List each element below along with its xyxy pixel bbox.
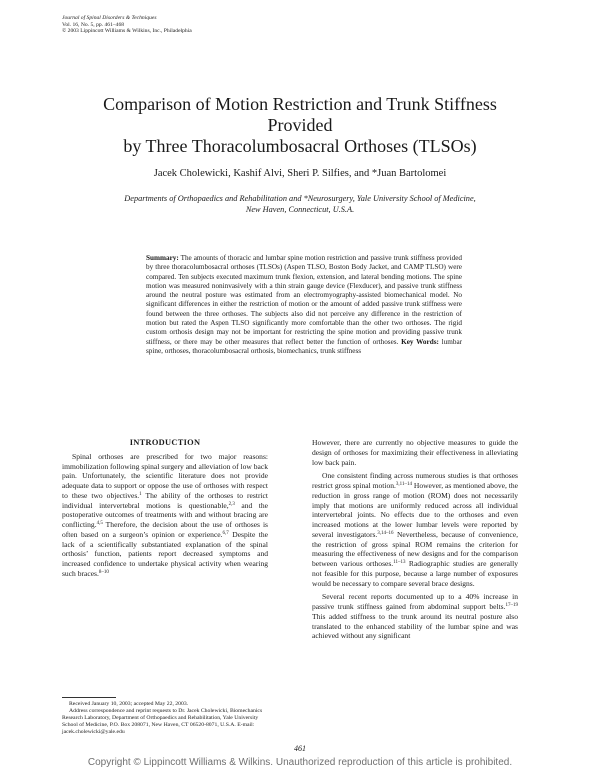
- footnote-received: Received January 10, 2003; accepted May 22, 2003.: [69, 701, 189, 707]
- journal-volume: Vol. 16, No. 5, pp. 461–468: [62, 21, 125, 28]
- left-column: [62, 438, 268, 579]
- affiliation-line-2: New Haven, Connecticut, U.S.A.: [245, 205, 355, 214]
- intro-paragraph-1-continued: However, there are currently no objective measures to guide the design of orthoses for maximizing their effectiveness in alleviating low back pain.: [312, 438, 518, 467]
- section-heading-introduction: INTRODUCTION: [129, 438, 201, 447]
- right-column: [312, 438, 518, 641]
- citation[interactable]: 3,14–16: [377, 530, 394, 536]
- journal-name: Journal of Spinal Disorders & Techniques: [62, 15, 157, 21]
- footnote-divider: [62, 697, 116, 698]
- journal-header: [62, 15, 322, 35]
- page-number: 461: [294, 744, 306, 753]
- citation[interactable]: 11–13: [393, 560, 406, 565]
- article-title: [70, 94, 530, 157]
- title-line-2: by Three Thoracolumbosacral Orthoses (TLSOs): [123, 136, 477, 156]
- keywords-label: Key Words:: [401, 337, 439, 346]
- author-list: Jacek Cholewicki, Kashif Alvi, Sheri P. Silfies, and *Juan Bartolomei: [153, 168, 447, 179]
- abstract: [146, 254, 462, 356]
- intro-paragraph-1: Spinal orthoses are prescribed for two major reasons: immobilization following spinal surgery and alleviation of low back pain. Unfortunately, the scientific literature does not provide adequate data to support or oppose the use of orthoses with respect to these two objectives.$^1$ The ability of the orthoses to restrict individual intervertebral motions is questionable,$^{2,3}$ and the postoperative outcomes of treatments with and without bracing are conflicting.$^{4,5}$ Therefore, the decision about the use of orthoses is often based on a surgeon’s opinion or experience.$^{6,7}$ Despite the lack of a scientifically substantiated explanation of the spinal orthosis’ function, patients report decreased symptoms and increased confidence to undertake physical activity when wearing such braces.$^{8-10}$: [62, 451, 269, 578]
- citation[interactable]: 3,11–14: [395, 482, 412, 487]
- summary-label: Summary:: [146, 254, 179, 262]
- citation[interactable]: 6,7: [222, 530, 229, 536]
- citation[interactable]: 17–19: [505, 603, 518, 608]
- citation[interactable]: 4,5: [96, 521, 103, 526]
- citation[interactable]: 8–10: [98, 569, 109, 575]
- keywords-text: lumbar spine, orthoses, thoracolumbosacral orthosis, biomechanics, trunk stiffness: [146, 337, 463, 355]
- footnote: [62, 701, 272, 736]
- footnote-correspondence: Address correspondence and reprint requests to Dr. Jacek Cholewicki, Biomechanics Research Laboratory, Department of Orthopaedics and Rehabilitation, Yale University School of Medicine, P.O. Box 208071, New Haven, CT 06520-8071, U.S.A. E-mail: jacek.cholewicki@yale.edu: [62, 708, 263, 736]
- title-line-1: Comparison of Motion Restriction and Trunk Stiffness Provided: [103, 94, 497, 135]
- copyright-notice: Copyright © Lippincott Williams & Wilkins. Unauthorized reproduction of this article is prohibited.: [87, 757, 513, 768]
- citation[interactable]: 1: [139, 491, 142, 497]
- affiliation: [80, 193, 520, 215]
- intro-paragraph-3: Several recent reports documented up to a 40% increase in passive trunk stiffness gained from abdominal support belts.$^{17-19}$ This added stiffness to the trunk around its neutral posture also translated to the enhanced stability of the lumbar spine and was achieved without any significant: [312, 592, 518, 641]
- journal-copyright: © 2003 Lippincott Williams & Wilkins, Inc., Philadelphia: [62, 28, 192, 35]
- intro-paragraph-2: One consistent finding across numerous studies is that orthoses restrict gross spinal motion.$^{3,11-14}$ However, as mentioned above, the reduction in gross range of motion (ROM) does not necessarily imply that motions are uniformly reduced across all individual intervertebral joints. No effects due to the orthoses and even increased motions at the lower lumbar levels were reported by several investigators.$^{3,14-16}$ Nevertheless, because of convenience, the restriction of gross spinal ROM remains the criterion for measuring the effectiveness of new designs and for the comparison between various orthoses.$^{11-13}$ Radiographic studies are generally not feasible for this purpose, because a large number of exposures would be necessary to compare several brace designs.: [312, 471, 518, 588]
- citation[interactable]: 2,3: [228, 501, 235, 507]
- affiliation-line-1: Departments of Orthopaedics and Rehabilitation and *Neurosurgery, Yale University School of Medicine,: [124, 194, 476, 203]
- summary-text: The amounts of thoracic and lumbar spine motion restriction and passive trunk stiffness provided by three thoracolumbosacral orthoses (TLSOs) (Aspen TLSO, Boston Body Jacket, and CAMP TLSO) were compared. Ten subjects executed maximum trunk flexion, extension, and lateral bending motions. The spine motion was measured noninvasively with a thin strain gauge device (Flexducer), and passive trunk stiffness around the neutral posture was estimated from an electromyography-assisted biomechanical model. No significant differences in either the restriction of motion or the amount of added passive trunk stiffness were found between the three orthoses. The subjects also did not perceive any difference in the restriction of motion but rated the Aspen TLSO significantly more comfortable than the other two orthoses. The rigid custom orthosis design may not be important for restricting the spine motion and providing passive trunk stiffness, or there may be other measures that reflect better the function of orthoses.: [146, 254, 462, 346]
